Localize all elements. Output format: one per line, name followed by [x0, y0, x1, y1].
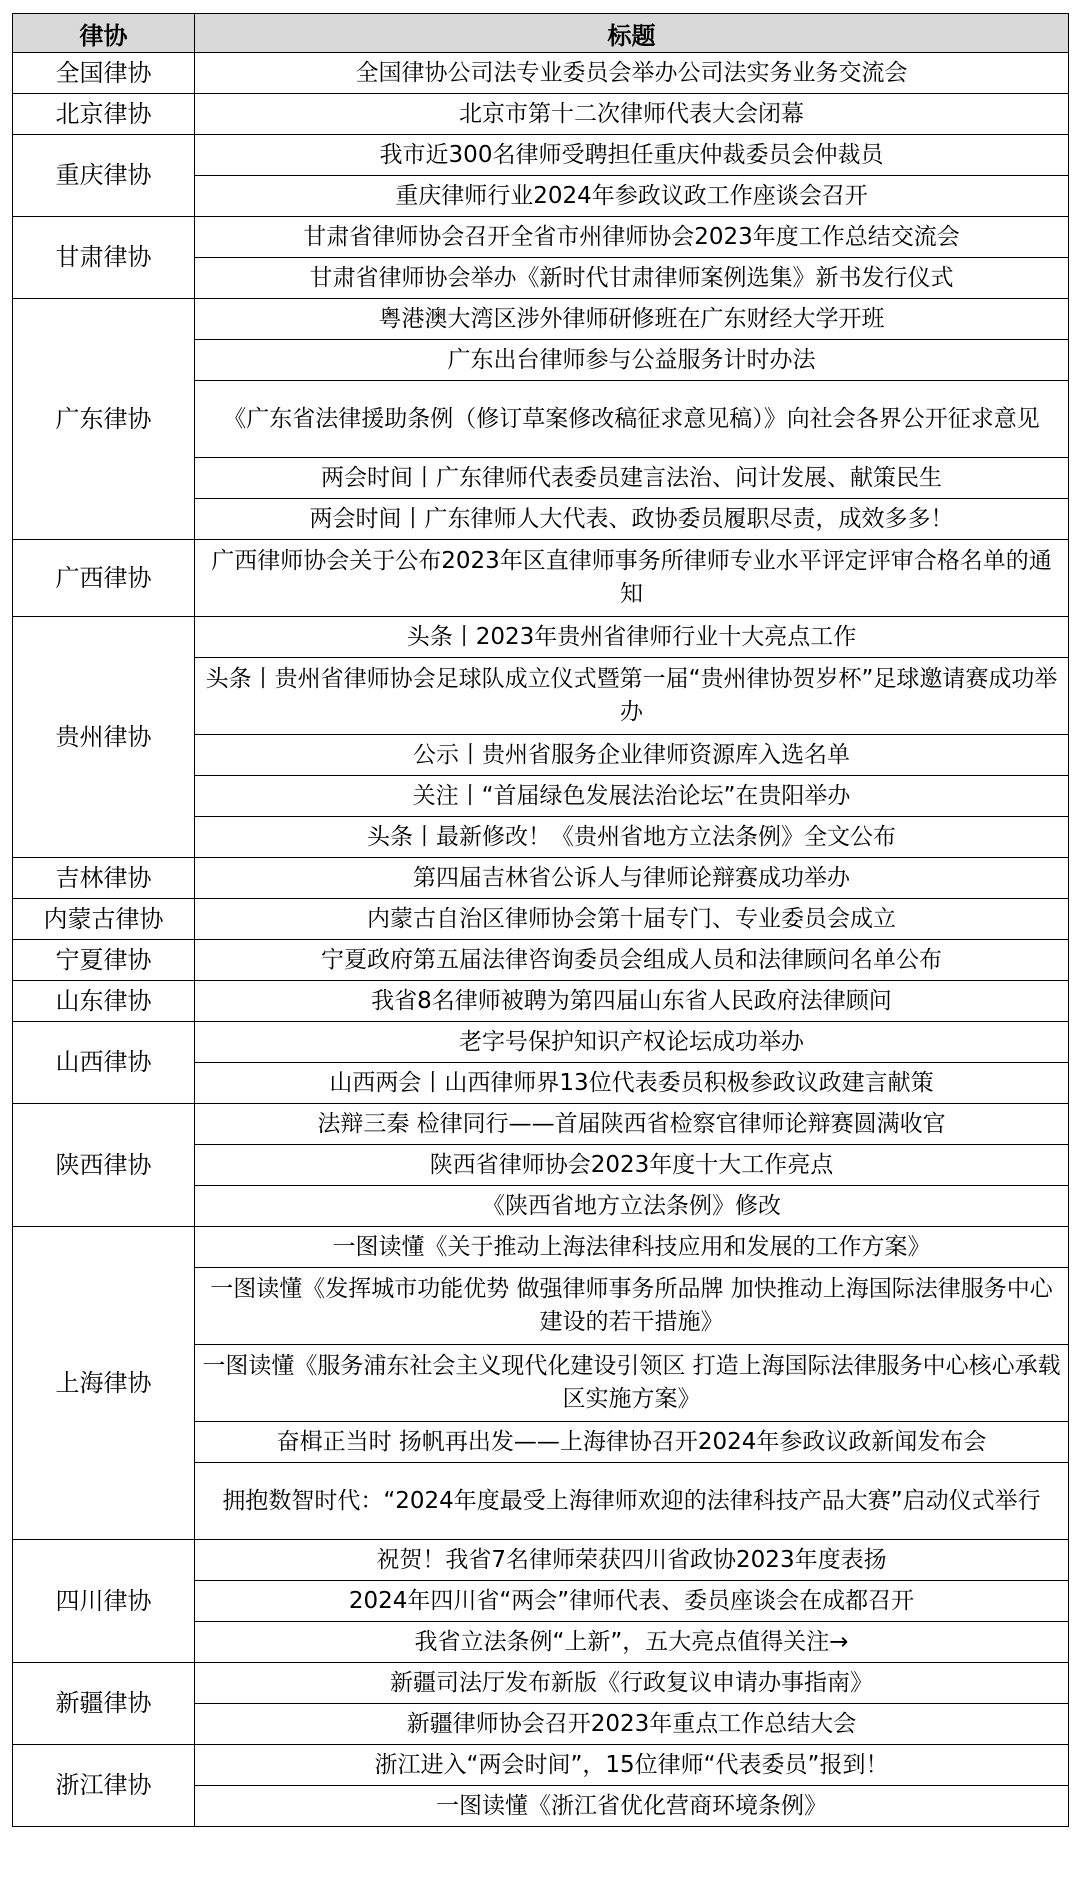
title-cell: 头条丨贵州省律师协会足球队成立仪式暨第一届“贵州律协贺岁杯”足球邀请赛成功举办: [195, 658, 1069, 735]
title-cell: 内蒙古自治区律师协会第十届专门、专业委员会成立: [195, 899, 1069, 940]
org-cell: 四川律协: [13, 1540, 195, 1663]
org-cell: 贵州律协: [13, 617, 195, 858]
org-cell: 山西律协: [13, 1022, 195, 1104]
table-row: [13, 1540, 1069, 1581]
org-cell: 上海律协: [13, 1227, 195, 1540]
org-cell: 宁夏律协: [13, 940, 195, 981]
table-row: [13, 981, 1069, 1022]
title-cell: 一图读懂《服务浦东社会主义现代化建设引领区 打造上海国际法律服务中心核心承载区实施方案》: [195, 1345, 1069, 1422]
news-table-container: [12, 13, 1068, 1827]
title-cell: 法辩三秦 检律同行——首届陕西省检察官律师论辩赛圆满收官: [195, 1104, 1069, 1145]
title-cell: 《陕西省地方立法条例》修改: [195, 1186, 1069, 1227]
org-cell: 甘肃律协: [13, 217, 195, 299]
title-cell: 两会时间丨广东律师人大代表、政协委员履职尽责，成效多多！: [195, 499, 1069, 540]
table-row: [13, 858, 1069, 899]
table-row: [13, 1663, 1069, 1704]
title-cell: 我市近300名律师受聘担任重庆仲裁委员会仲裁员: [195, 135, 1069, 176]
org-cell: 山东律协: [13, 981, 195, 1022]
title-cell: 《广东省法律援助条例（修订草案修改稿征求意见稿）》向社会各界公开征求意见: [195, 381, 1069, 458]
header-row: [13, 14, 1069, 53]
header-org: 律协: [13, 14, 195, 53]
title-cell: 关注丨“首届绿色发展法治论坛”在贵阳举办: [195, 776, 1069, 817]
title-cell: 重庆律师行业2024年参政议政工作座谈会召开: [195, 176, 1069, 217]
table-row: [13, 1227, 1069, 1268]
org-cell: 内蒙古律协: [13, 899, 195, 940]
title-cell: 陕西省律师协会2023年度十大工作亮点: [195, 1145, 1069, 1186]
org-cell: 新疆律协: [13, 1663, 195, 1745]
title-cell: 新疆律师协会召开2023年重点工作总结大会: [195, 1704, 1069, 1745]
org-cell: 广东律协: [13, 299, 195, 540]
header-title: 标题: [195, 14, 1069, 53]
title-cell: 第四届吉林省公诉人与律师论辩赛成功举办: [195, 858, 1069, 899]
table-row: [13, 53, 1069, 94]
title-cell: 新疆司法厅发布新版《行政复议申请办事指南》: [195, 1663, 1069, 1704]
org-cell: 重庆律协: [13, 135, 195, 217]
table-row: [13, 1104, 1069, 1145]
title-cell: 头条丨最新修改！《贵州省地方立法条例》全文公布: [195, 817, 1069, 858]
title-cell: 2024年四川省“两会”律师代表、委员座谈会在成都召开: [195, 1581, 1069, 1622]
table-row: [13, 135, 1069, 176]
title-cell: 老字号保护知识产权论坛成功举办: [195, 1022, 1069, 1063]
title-cell: 甘肃省律师协会举办《新时代甘肃律师案例选集》新书发行仪式: [195, 258, 1069, 299]
title-cell: 浙江进入“两会时间”，15位律师“代表委员”报到！: [195, 1745, 1069, 1786]
org-cell: 浙江律协: [13, 1745, 195, 1827]
title-cell: 粤港澳大湾区涉外律师研修班在广东财经大学开班: [195, 299, 1069, 340]
title-cell: 两会时间丨广东律师代表委员建言法治、问计发展、献策民生: [195, 458, 1069, 499]
table-row: [13, 94, 1069, 135]
org-cell: 全国律协: [13, 53, 195, 94]
title-cell: 一图读懂《发挥城市功能优势 做强律师事务所品牌 加快推动上海国际法律服务中心建设的若干措施》: [195, 1268, 1069, 1345]
title-cell: 我省立法条例“上新”，五大亮点值得关注→: [195, 1622, 1069, 1663]
table-row: [13, 899, 1069, 940]
table-row: [13, 540, 1069, 617]
title-cell: 一图读懂《关于推动上海法律科技应用和发展的工作方案》: [195, 1227, 1069, 1268]
title-cell: 奋楫正当时 扬帆再出发——上海律协召开2024年参政议政新闻发布会: [195, 1422, 1069, 1463]
title-cell: 全国律协公司法专业委员会举办公司法实务业务交流会: [195, 53, 1069, 94]
table-row: [13, 617, 1069, 658]
table-row: [13, 299, 1069, 340]
org-cell: 广西律协: [13, 540, 195, 617]
title-cell: 北京市第十二次律师代表大会闭幕: [195, 94, 1069, 135]
table-row: [13, 217, 1069, 258]
org-cell: 北京律协: [13, 94, 195, 135]
title-cell: 祝贺！我省7名律师荣获四川省政协2023年度表扬: [195, 1540, 1069, 1581]
lawyer-association-news-table: [12, 13, 1069, 1827]
title-cell: 头条丨2023年贵州省律师行业十大亮点工作: [195, 617, 1069, 658]
table-row: [13, 940, 1069, 981]
org-cell: 吉林律协: [13, 858, 195, 899]
title-cell: 山西两会丨山西律师界13位代表委员积极参政议政建言献策: [195, 1063, 1069, 1104]
title-cell: 广西律师协会关于公布2023年区直律师事务所律师专业水平评定评审合格名单的通知: [195, 540, 1069, 617]
title-cell: 一图读懂《浙江省优化营商环境条例》: [195, 1786, 1069, 1827]
title-cell: 甘肃省律师协会召开全省市州律师协会2023年度工作总结交流会: [195, 217, 1069, 258]
title-cell: 拥抱数智时代：“2024年度最受上海律师欢迎的法律科技产品大赛”启动仪式举行: [195, 1463, 1069, 1540]
org-cell: 陕西律协: [13, 1104, 195, 1227]
title-cell: 公示丨贵州省服务企业律师资源库入选名单: [195, 735, 1069, 776]
title-cell: 广东出台律师参与公益服务计时办法: [195, 340, 1069, 381]
table-row: [13, 1022, 1069, 1063]
title-cell: 我省8名律师被聘为第四届山东省人民政府法律顾问: [195, 981, 1069, 1022]
title-cell: 宁夏政府第五届法律咨询委员会组成人员和法律顾问名单公布: [195, 940, 1069, 981]
table-row: [13, 1745, 1069, 1786]
